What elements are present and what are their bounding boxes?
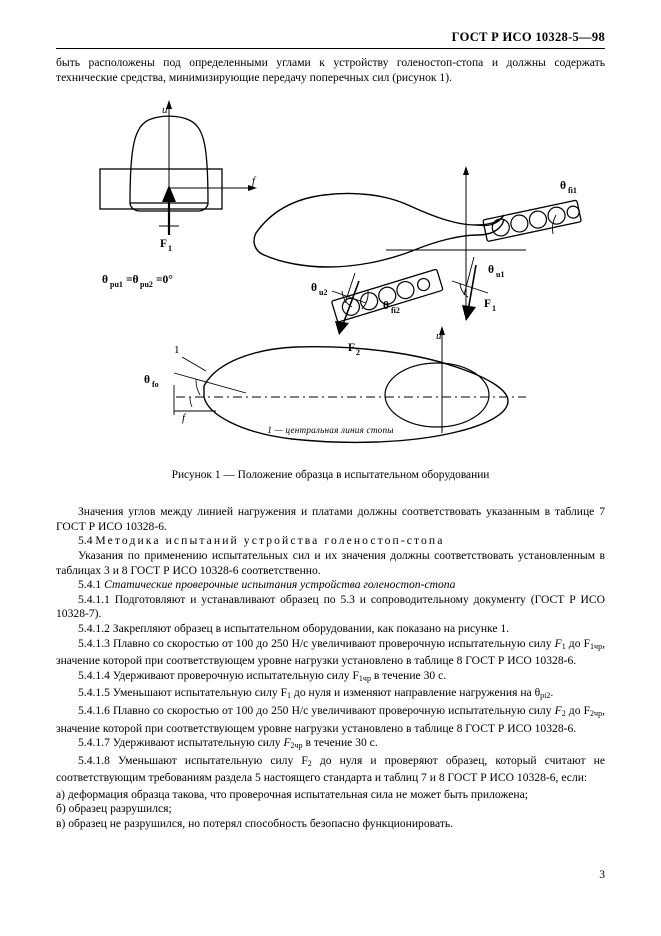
list-item-a: а) деформация образца такова, что проверочная испытательная сила не может быть приложена; (56, 787, 529, 801)
label-theta-fi1: θ (560, 180, 567, 193)
paragraph-section-5-4 (56, 534, 605, 549)
label-theta-fo: θ (144, 374, 151, 387)
label-F2-sub: 2 (356, 348, 360, 358)
p10-text-c: , значение которой при соответствующем уровне нагрузки установлено в таблице 8 ГОСТ Р ИСО 10328-6. (56, 703, 605, 735)
p11-force-F: F (283, 736, 291, 750)
paragraph-section-5-4-1 (56, 578, 605, 593)
label-theta-u2: θ (311, 282, 318, 295)
list-item-b: б) образец разрушился; (56, 802, 172, 816)
p12-sub: 2 (307, 758, 312, 768)
label-theta-fi2: θ (383, 300, 390, 313)
label-angle-left-sub1: pu1 (110, 280, 123, 290)
page-content (56, 56, 605, 832)
p9-text-b: до нуля и изменяют направление нагружения на θ (291, 686, 541, 700)
header-divider (56, 48, 605, 49)
p9-text-c: . (550, 686, 554, 700)
label-angle-left-sub2: pu2 (140, 280, 153, 290)
label-theta-u2-sub: u2 (319, 288, 328, 298)
label-F1-left-sub: 1 (168, 244, 172, 254)
p8-sub: 1чр (358, 673, 371, 683)
page-header-standard: ГОСТ Р ИСО 10328-5—98 (451, 30, 605, 44)
p9-sub2: рi2 (540, 691, 551, 701)
label-theta-u1-sub: u1 (496, 270, 505, 280)
label-F1-left: F (160, 238, 168, 251)
label-angle-left-value: =0° (156, 274, 173, 287)
label-f-bottom: f (182, 412, 186, 425)
p11-text-a: 5.4.1.7 Удерживают испытательную силу (78, 736, 284, 750)
p12-text-a: 5.4.1.8 Уменьшают испытательную силу F (78, 753, 308, 767)
section-5-4-1-title: Статические проверочные испытания устройства голеностоп-стопа (104, 578, 456, 592)
label-u-bottom: u (436, 330, 442, 343)
p7-force-F1-sub: 1 (561, 641, 566, 651)
p11-text-b: в течение 30 с. (302, 736, 378, 750)
p12-text-b: до нуля и проверяют образец, который считают не соответствующим требованиям раздела 5 настоящего стандарта и таблиц 7 и 8 ГОСТ Р ИСО 10328-6, если: (56, 753, 605, 785)
label-F1-right: F (484, 298, 492, 311)
paragraph-5-4-1-6 (56, 704, 605, 736)
figure-1-illustration (56, 95, 605, 455)
paragraph-5-4-1-3 (56, 637, 605, 669)
figure-caption: Рисунок 1 — Положение образца в испытательном оборудовании (171, 469, 490, 482)
p8-text-b: в течение 30 с. (370, 668, 447, 682)
label-F2: F (348, 342, 356, 355)
p7-text-b: до F (565, 636, 591, 650)
p7-text-c: , значение которой при соответствующем уровне нагрузки установлено в таблице 8 ГОСТ Р ИСО 10328-6. (56, 636, 605, 668)
paragraph-angles: Значения углов между линией нагружения и платами должны соответствовать указанным в таблице 7 ГОСТ Р ИСО 10328-6. (56, 505, 605, 533)
p9-text-a: 5.4.1.5 Уменьшают испытательную силу F (78, 686, 288, 700)
label-F1-right-sub: 1 (492, 304, 496, 314)
intro-paragraph (56, 56, 605, 85)
p10-force-F2: F (554, 703, 562, 717)
p7-force-F1: F (554, 636, 562, 650)
list-item-v: в) образец не разрушился, но потерял способность безопасно функционировать. (56, 817, 454, 831)
p10-text-b: до F (565, 703, 591, 717)
paragraph-5-4-1-2: 5.4.1.2 Закрепляют образец в испытательном оборудовании, как показано на рисунке 1. (78, 621, 510, 635)
intro-line2: технические средства, минимизирующие передачу поперечных сил (рисунок 1). (56, 70, 452, 84)
label-theta-fi1-sub: fi1 (568, 186, 577, 196)
figure-note: 1 — центральная линия стопы (267, 425, 394, 436)
paragraph-5-4-1-7 (56, 736, 605, 754)
label-centerline-number: 1 (174, 344, 180, 357)
p10-force-F2cp-sub: 2чр (590, 708, 603, 718)
label-angle-left-eq: =θ (126, 274, 139, 287)
section-5-4-1-number: 5.4.1 (78, 578, 102, 592)
paragraph-forces-usage: Указания по применению испытательных сил и их значения должны соответствовать установленным в таблицах 3 и 8 ГОСТ Р ИСО 10328-6 соответственно. (56, 548, 605, 577)
p7-force-F1cp-sub: 1чр (590, 641, 603, 651)
paragraph-5-4-1-1: 5.4.1.1 Подготовляют и устанавливают образец по 5.3 и сопроводительному документу (ГОСТ Р ИСО 10328-7). (56, 592, 605, 621)
section-5-4-title: Методика испытаний устройства голеностоп-стопа (95, 534, 445, 548)
label-theta-u1: θ (488, 264, 495, 277)
p11-sub: 2чр (290, 741, 303, 751)
label-angle-left: θ (102, 274, 109, 287)
paragraph-5-4-1-4 (56, 669, 605, 687)
p10-text-a: 5.4.1.6 Плавно со скоростью от 100 до 250 Н/с увеличивают проверочную испытательную силу (78, 703, 552, 717)
intro-line1: быть расположены под определенными углами к устройству голеностоп-стопа и должны содержать (56, 56, 605, 69)
page-number: 3 (599, 868, 605, 881)
p10-force-F2-sub: 2 (561, 708, 566, 718)
label-theta-fo-sub: fo (152, 380, 159, 390)
figure-1-svg (56, 95, 605, 455)
p8-text-a: 5.4.1.4 Удерживают проверочную испытательную силу F (78, 668, 359, 682)
p7-text-a: 5.4.1.3 Плавно со скоростью от 100 до 250 Н/с увеличивают проверочную испытательную силу (78, 636, 552, 650)
label-theta-fi2-sub: fi2 (391, 306, 400, 316)
paragraph-5-4-1-8 (56, 754, 605, 786)
section-5-4-number: 5.4 (78, 534, 93, 548)
paragraph-5-4-1-5 (56, 686, 605, 704)
label-u-top: u (162, 104, 168, 117)
p9-sub1: 1 (287, 691, 292, 701)
label-f-top: f (252, 175, 256, 188)
